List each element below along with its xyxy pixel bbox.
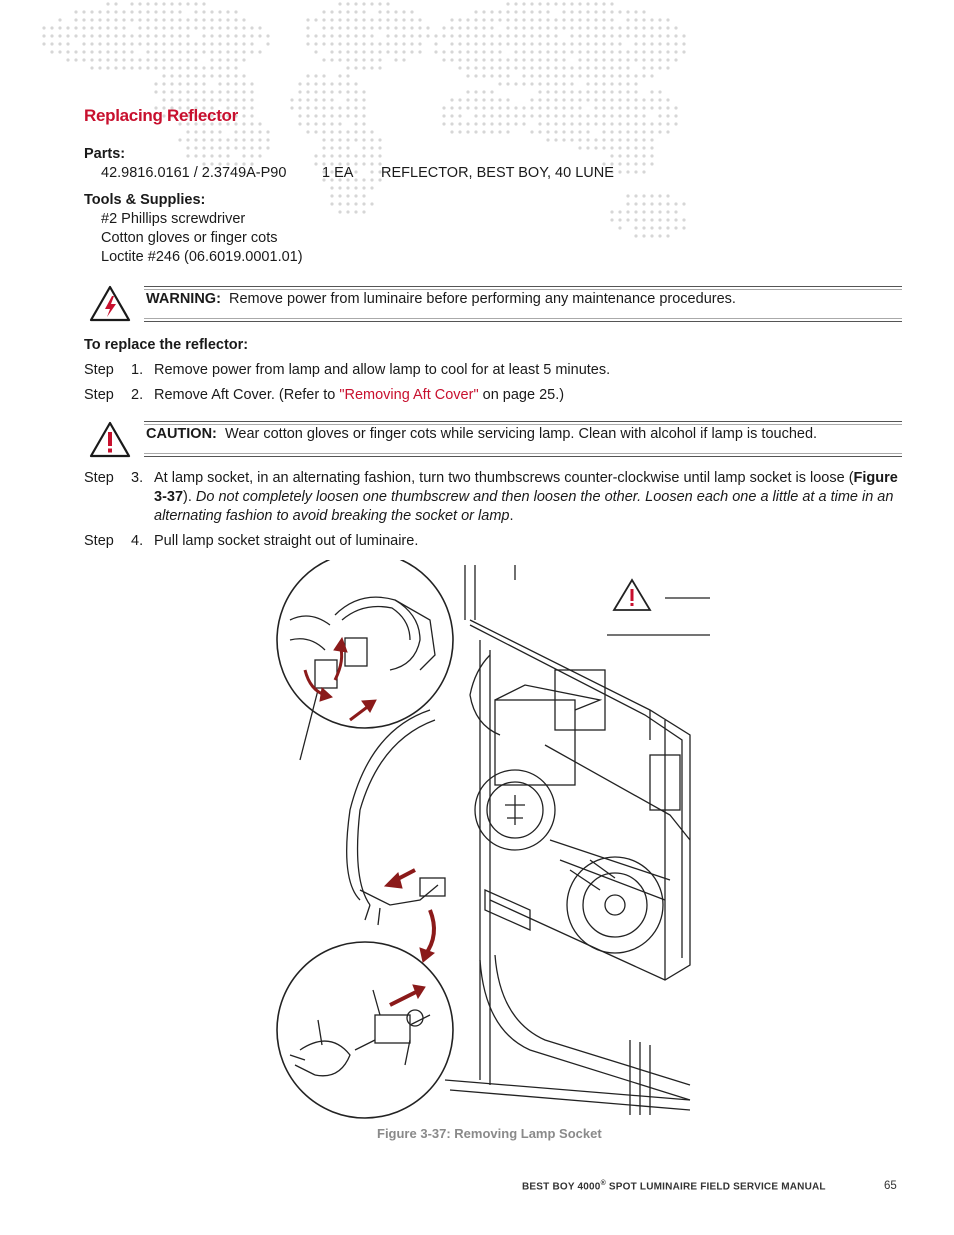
tool-item: Loctite #246 (06.6019.0001.01) — [101, 249, 303, 265]
step-number: 1. — [131, 362, 144, 378]
parts-heading: Parts: — [84, 146, 126, 162]
page-number: 65 — [884, 1180, 897, 1192]
part-description: REFLECTOR, BEST BOY, 40 LUNE — [381, 165, 614, 181]
part-quantity: 1 EA — [322, 165, 354, 181]
tool-item: #2 Phillips screwdriver — [101, 211, 246, 227]
procedure-heading: To replace the reflector: — [84, 337, 249, 353]
step-number: 3. — [131, 470, 144, 486]
step-text: Remove Aft Cover. (Refer to "Removing Aft Cover" on page 25.) — [154, 387, 565, 403]
footer-manual-title: BEST BOY 4000® SPOT LUMINAIRE FIELD SERVICE MANUAL — [522, 1180, 826, 1193]
step-number: 4. — [131, 533, 144, 549]
electric-hazard-icon — [89, 285, 131, 322]
figure-reference: Figure 3-37 — [154, 470, 898, 505]
caution-label: CAUTION: — [146, 426, 217, 442]
step-label: Step — [84, 470, 114, 486]
tools-heading: Tools & Supplies: — [84, 192, 206, 208]
part-number: 42.9816.0161 / 2.3749A-P90 — [101, 165, 287, 181]
caution-text: Wear cotton gloves or finger cots while servicing lamp. Clean with alcohol if lamp is touched. — [224, 426, 818, 442]
removing-aft-cover-link[interactable]: "Removing Aft Cover" — [339, 387, 479, 403]
warning-label: WARNING: — [146, 291, 221, 307]
figure-caution-icon — [614, 580, 650, 610]
step-label: Step — [84, 533, 114, 549]
parts-row — [101, 164, 614, 183]
warning-text: Remove power from luminaire before performing any maintenance procedures. — [228, 291, 736, 307]
lamp-socket-illustration — [270, 560, 710, 1120]
caution-exclamation-icon — [89, 421, 131, 458]
tools-list — [101, 210, 303, 267]
step-number: 2. — [131, 387, 144, 403]
step-text: Remove power from lamp and allow lamp to cool for at least 5 minutes. — [154, 362, 611, 378]
warning-notice — [144, 286, 902, 322]
step-text: At lamp socket, in an alternating fashion, turn two thumbscrews counter-clockwise until lamp socket is loose (Figure 3-37). Do not completely loosen one thumbscrew and then loosen the other. Loosen each one a little at a time in an alternating fashion to avoid breaking the socket or lamp. — [154, 470, 898, 524]
caution-notice — [144, 421, 902, 457]
step-label: Step — [84, 387, 114, 403]
step-label: Step — [84, 362, 114, 378]
figure-caption: Figure 3-37: Removing Lamp Socket — [377, 1126, 602, 1141]
section-title: Replacing Reflector — [84, 106, 238, 125]
tool-item: Cotton gloves or finger cots — [101, 230, 278, 246]
step-text: Pull lamp socket straight out of luminaire. — [154, 533, 419, 549]
